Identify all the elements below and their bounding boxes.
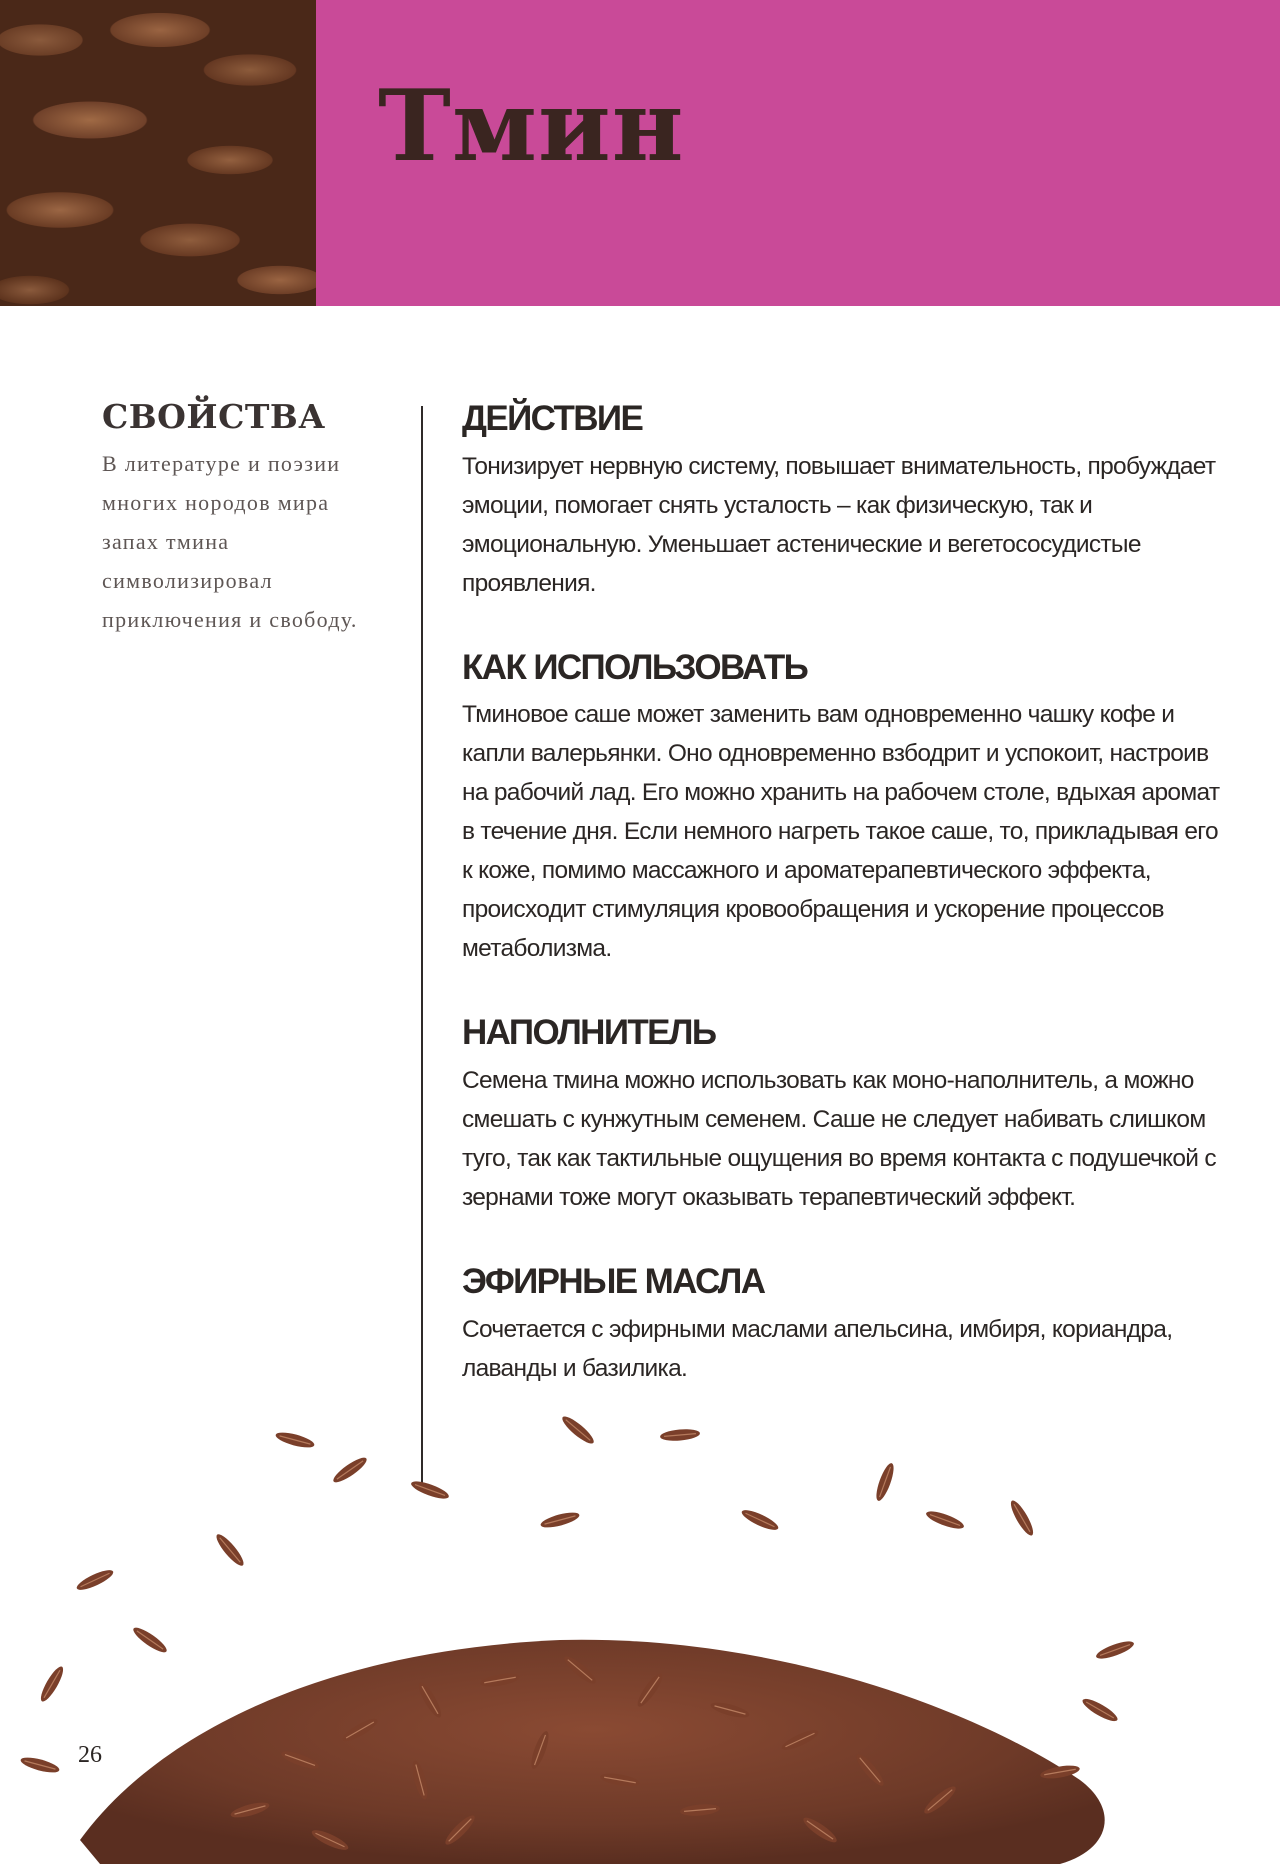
- header-seeds-photo: [0, 0, 316, 306]
- sidebar-properties: [102, 398, 388, 639]
- section-text: Сочетается с эфирными маслами апельсина, имбиря, кориандра, лаванды и базилика.: [462, 1315, 1173, 1382]
- section-heading: ДЕЙСТВИЕ: [462, 399, 643, 438]
- section-action: [462, 398, 1222, 603]
- section-heading: ЭФИРНЫЕ МАСЛА: [462, 1262, 765, 1302]
- page-title: Тмин: [378, 69, 685, 184]
- page-number: 26: [78, 1742, 102, 1768]
- section-heading: КАК ИСПОЛЬЗОВАТЬ: [462, 647, 808, 687]
- sidebar-heading: СВОЙСТВА: [102, 397, 326, 436]
- column-divider: [421, 406, 423, 1488]
- caraway-seeds-illustration: [0, 1400, 1280, 1864]
- main-column: [462, 398, 1222, 1432]
- section-text: Тонизирует нервную систему, повышает внимательность, пробуждает эмоции, помогает снять усталость – как физическую, так и эмоциональную. Уменьшает астенические и вегетососудистые проявления.: [462, 452, 1216, 597]
- seed-pile: [80, 1640, 1105, 1864]
- sidebar-text: В литературе и поэзии многих нородов мира запах тмина символизировал приключения и свободу.: [102, 450, 358, 632]
- section-heading: НАПОЛНИТЕЛЬ: [462, 1013, 716, 1053]
- section-essential-oils: [462, 1261, 1222, 1388]
- section-text: Семена тмина можно использовать как моно-наполнитель, а можно смешать с кунжутным семенем. Саше не следует набивать слишком туго, так как тактильные ощущения во время контакта с подушечкой с зернами тоже могут оказывать терапевтический эффект.: [462, 1067, 1216, 1212]
- section-filler: [462, 1012, 1222, 1217]
- section-how-to-use: [462, 647, 1222, 969]
- section-text: Тминовое саше может заменить вам одновременно чашку кофе и капли валерьянки. Оно одновременно взбодрит и успокоит, настроив на рабочий лад. Его можно хранить на рабочем столе, вдыхая аромат в течение дня. Если немного нагреть такое саше, то, прикладывая его к коже, помимо массажного и ароматерапевтического эффекта, происходит стимуляция кровообращения и ускорение процессов метаболизма.: [462, 701, 1220, 963]
